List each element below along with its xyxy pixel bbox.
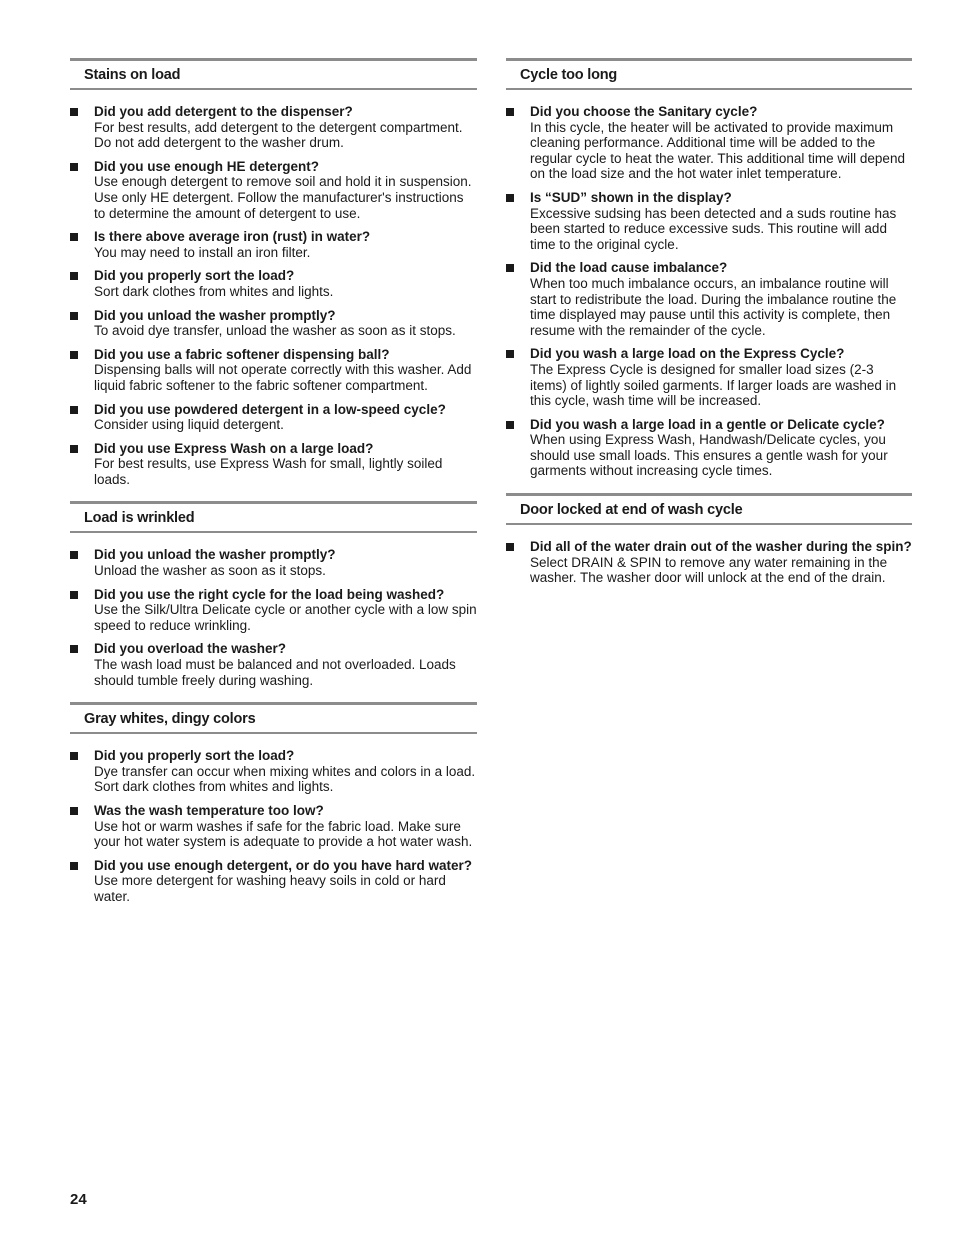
question: Did you use Express Wash on a large load? (94, 440, 374, 456)
section-load-is-wrinkled (70, 501, 477, 688)
square-bullet-icon (506, 543, 514, 551)
answer: The wash load must be balanced and not overloaded. Loads should tumble freely during washing. (94, 657, 456, 688)
list-item (506, 417, 912, 479)
list-item (506, 260, 912, 338)
list-item (70, 159, 477, 221)
section-stains-on-load (70, 58, 477, 487)
list-item (506, 104, 912, 182)
square-bullet-icon (70, 645, 78, 653)
question: Did you properly sort the load? (94, 268, 295, 284)
list-item (70, 268, 477, 299)
section-heading: Cycle too long (506, 58, 912, 90)
answer: Dispensing balls will not operate correctly with this washer. Add liquid fabric softener to the fabric softener compartment. (94, 362, 472, 393)
answer: Unload the washer as soon as it stops. (94, 563, 326, 579)
question: Did all of the water drain out of the washer during the spin? (530, 539, 912, 555)
question: Did the load cause imbalance? (530, 260, 728, 276)
list-item (70, 308, 477, 339)
section-cycle-too-long (506, 58, 912, 479)
square-bullet-icon (70, 551, 78, 559)
page-number: 24 (70, 1191, 87, 1208)
question: Did you use enough detergent, or do you have hard water? (94, 857, 473, 873)
square-bullet-icon (70, 233, 78, 241)
square-bullet-icon (70, 406, 78, 414)
section-heading: Stains on load (70, 58, 477, 90)
square-bullet-icon (70, 312, 78, 320)
answer: Select DRAIN & SPIN to remove any water remaining in the washer. The washer door will unlock at the end of the drain. (530, 554, 888, 586)
question: Did you properly sort the load? (94, 748, 295, 764)
question: Did you use enough HE detergent? (94, 158, 320, 174)
square-bullet-icon (70, 752, 78, 760)
question: Did you use the right cycle for the load being washed? (94, 586, 445, 602)
list-item (70, 858, 477, 905)
answer: You may need to install an iron filter. (94, 244, 311, 260)
question: Is there above average iron (rust) in water? (94, 229, 371, 245)
square-bullet-icon (70, 108, 78, 116)
square-bullet-icon (506, 264, 514, 272)
square-bullet-icon (506, 350, 514, 358)
answer: For best results, add detergent to the detergent compartment. Do not add detergent to the washer drum. (94, 119, 463, 151)
square-bullet-icon (70, 445, 78, 453)
list-item (506, 346, 912, 408)
list-item (506, 190, 912, 252)
right-column (506, 58, 912, 600)
question: Did you choose the Sanitary cycle? (530, 104, 758, 119)
left-column (70, 58, 477, 919)
answer: Sort dark clothes from whites and lights. (94, 283, 334, 299)
question: Did you use powdered detergent in a low-speed cycle? (94, 401, 446, 417)
answer: Consider using liquid detergent. (94, 417, 284, 433)
section-heading: Gray whites, dingy colors (70, 702, 477, 734)
section-heading: Door locked at end of wash cycle (506, 493, 912, 525)
question: Was the wash temperature too low? (94, 803, 324, 818)
list-item (70, 641, 477, 688)
square-bullet-icon (70, 591, 78, 599)
answer: In this cycle, the heater will be activated to provide maximum cleaning performance. Additional time will be added to the regular cycle to heat the water. This additional time will depend on the load size and the hot water inlet temperature. (530, 119, 905, 182)
square-bullet-icon (70, 272, 78, 280)
list-item (70, 441, 477, 488)
answer: For best results, use Express Wash for small, lightly soiled loads. (94, 456, 443, 487)
section-gray-whites-dingy-colors (70, 702, 477, 904)
answer: When using Express Wash, Handwash/Delicate cycles, you should use small loads. This ensures a gentle wash for your garments without increasing cycle times. (530, 432, 888, 479)
answer: When too much imbalance occurs, an imbalance routine will start to redistribute the load. During the imbalance routine the time displayed may pause until this activity is complete, then resume with the remainder of the cycle. (530, 275, 897, 338)
answer: Use the Silk/Ultra Delicate cycle or another cycle with a low spin speed to reduce wrinkling. (94, 602, 477, 633)
question: Is “SUD” shown in the display? (530, 189, 732, 205)
question: Did you use a fabric softener dispensing ball? (94, 346, 390, 362)
list-item (506, 539, 912, 586)
square-bullet-icon (70, 862, 78, 870)
answer: Dye transfer can occur when mixing whites and colors in a load. Sort dark clothes from whites and lights. (94, 763, 476, 795)
answer: To avoid dye transfer, unload the washer as soon as it stops. (94, 323, 456, 339)
section-heading: Load is wrinkled (70, 501, 477, 533)
list-item (70, 229, 477, 260)
list-item (70, 748, 477, 795)
list-item (70, 803, 477, 850)
section-door-locked (506, 493, 912, 586)
square-bullet-icon (506, 194, 514, 202)
answer: Use hot or warm washes if safe for the fabric load. Make sure your hot water system is adequate to provide a hot water wash. (94, 818, 473, 850)
question: Did you unload the washer promptly? (94, 307, 336, 323)
square-bullet-icon (506, 421, 514, 429)
answer: Excessive sudsing has been detected and a suds routine has been started to reduce excessive suds. This routine will add time to the original cycle. (530, 205, 897, 252)
question: Did you wash a large load on the Express Cycle? (530, 346, 845, 362)
square-bullet-icon (506, 108, 514, 116)
square-bullet-icon (70, 163, 78, 171)
answer: The Express Cycle is designed for smaller load sizes (2-3 items) of lightly soiled garments. If larger loads are washed in this cycle, wash time will be increased. (530, 361, 897, 409)
square-bullet-icon (70, 351, 78, 359)
question: Did you overload the washer? (94, 641, 287, 657)
square-bullet-icon (70, 807, 78, 815)
question: Did you add detergent to the dispenser? (94, 104, 353, 119)
answer: Use enough detergent to remove soil and hold it in suspension. Use only HE detergent. Follow the manufacturer's instructions to determine the amount of detergent to use. (94, 174, 472, 221)
list-item (70, 547, 477, 578)
list-item (70, 587, 477, 634)
question: Did you unload the washer promptly? (94, 547, 336, 563)
list-item (70, 347, 477, 394)
question: Did you wash a large load in a gentle or Delicate cycle? (530, 416, 885, 432)
list-item (70, 104, 477, 151)
answer: Use more detergent for washing heavy soils in cold or hard water. (94, 873, 446, 904)
list-item (70, 402, 477, 433)
